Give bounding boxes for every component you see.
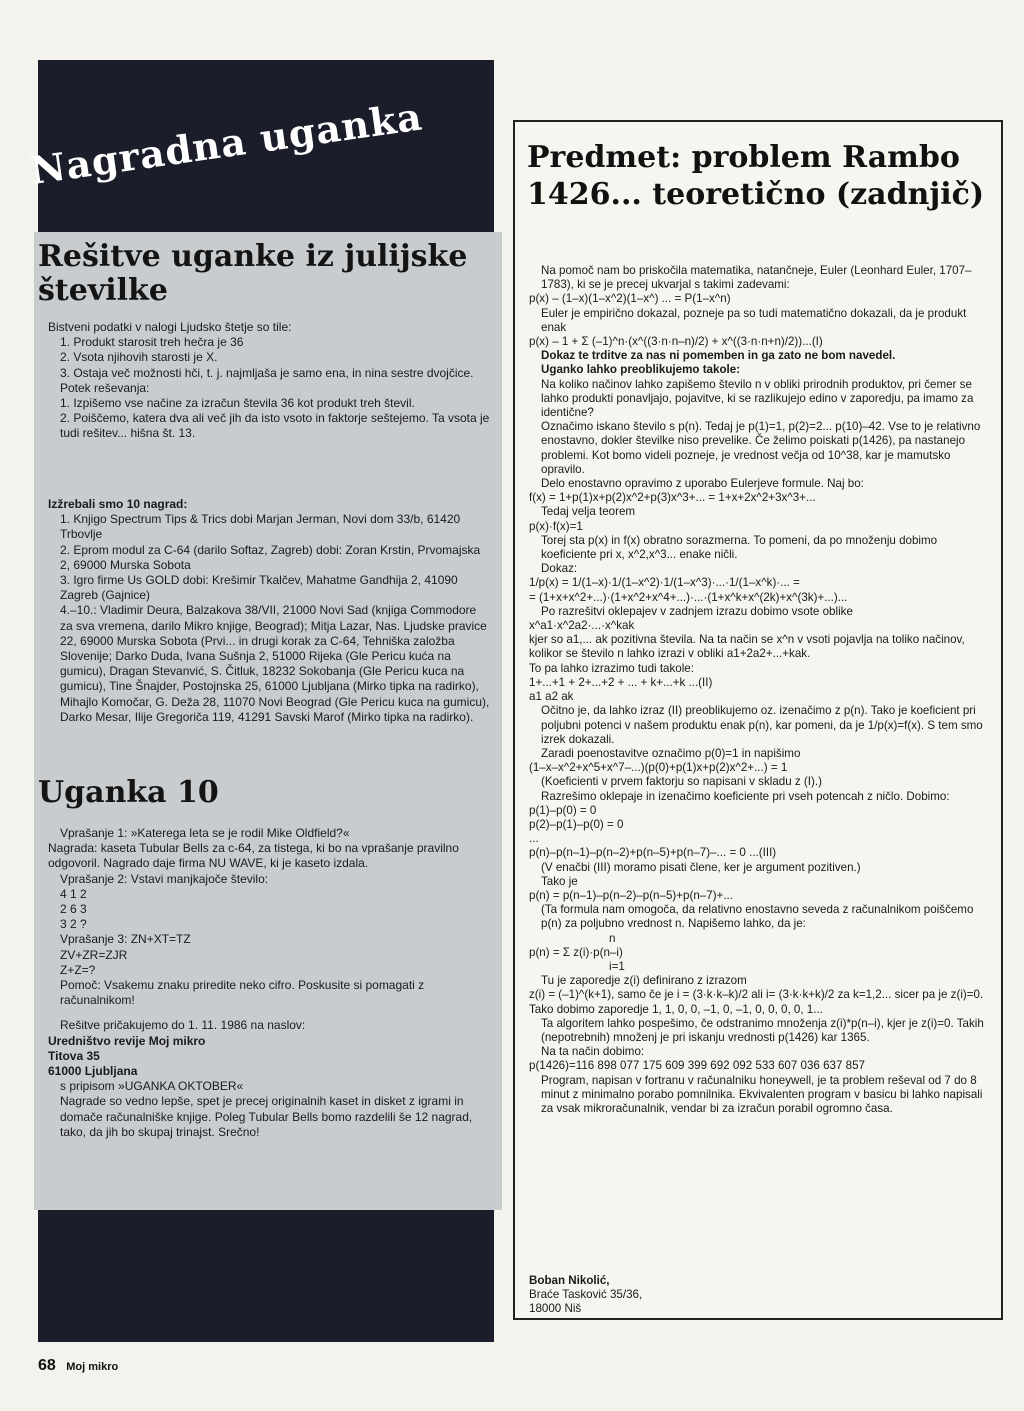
signature: Boban Nikolić, Braće Tasković 35/36, 18000 Niš (529, 1274, 643, 1316)
solutions-heading: Rešitve uganke iz julijske številke (38, 239, 468, 308)
article-body: Na pomoč nam bo priskočila matematika, natančneje, Euler (Leonhard Euler, 1707–1783), ki se je precej ukvarjal s takimi zadevami: p(x) – (1–x)(1–x^2)(1–x^) ... = P(1–x^n) Euler je empirično dokazal, pozneje pa so tudi matematično dokazali, da je produkt enak p(x) – 1 + Σ (–1)^n·(x^((3·n·n–n)/2) + x^((3·n·n+n)/2))...(I) Dokaz te trditve za nas ni pomemben in ga zato ne bom navedel. Uganko lahko preoblikujemo takole: Na koliko načinov lahko zapišemo število n v obliki prirodnih produktov, pri čemer se lahko produkti ponavljajo, pojavitve, ki se razlikujejo edino v zaporedju, pa imamo za identične? Označimo iskano število s p(n). Tedaj je p(1)=1, p(2)=2... p(10)–42. Vse to je relativno enostavno, dokler številke niso prevelike. Če želimo poiskati p(1426), pa nastanejo problemi. Kot bomo videli pozneje, je vrednost večja od 10^38, kar je mamutsko opravilo. Delo enostavno opravimo z uporabo Eulerjeve formule. Naj bo: f(x) = 1+p(1)x+p(2)x^2+p(3)x^3+... = 1+x+2x^2+3x^3+... Tedaj velja teorem p(x)·f(x)=1 Torej sta p(x) in f(x) obratno sorazmerna. To pomeni, da po množenju dobimo koeficiente pri x, x^2,x^3... enake ničli. Dokaz: 1/p(x) = 1/(1–x)·1/(1–x^2)·1/(1–x^3)·...·1/(1–x^k)·... = = (1+x+x^2+...)·(1+x^2+x^4+...)·...·(1+x^k+x^(2k)+x^(3k)+...)... Po razrešitvi oklepajev v zadnjem izrazu dobimo vsote oblike x^a1·x^2a2·...·x^kak kjer so a1,... ak pozitivna števila. Na ta način se x^n v vsoti pojavlja na toliko načinov, kolikor se število n lahko izrazi v obliki a1+2a2+...+kak. To pa lahko izrazimo tudi takole: 1+...+1 + 2+...+2 + ... + k+...+k ...(II) a1 a2 ak Očitno je, da lahko izraz (II) preoblikujemo oz. izenačimo z p(n). Tako je koeficient pri poljubni potenci v našem produktu enak p(n), kar pomeni, da je 1/p(x)=f(x). S tem smo izrek dokazali. Zaradi poenostavitve označimo p(0)=1 in napišimo (1–x–x^2+x^5+x^7–...)(p(0)+p(1)x+p(2)x^2+...) = 1 (Koeficienti v prvem faktorju so napisani v skladu z (I).) Razrešimo oklepaje in izenačimo koeficiente pri vseh potencah z ničlo. Dobimo: p(1)–p(0) = 0 p(2)–p(1)–p(0) = 0 ... p(n)–p(n–1)–p(n–2)+p(n–5)+p(n–7)–... = 0 ...(III) (V enačbi (III) moramo pisati člene, ker je argument pozitiven.) Tako je p(n) = p(n–1)–p(n–2)–p(n–5)+p(n–7)+... (Ta formula nam omogoča, da relativno enostavno seveda z računalnikom poiščemo p(n) za poljubno vrednost n. Napišemo lahko, da je: n p(n) = Σ z(i)·p(n–i) i=1 Tu je zaporedje z(i) definirano z izrazom z(i) = (–1)^(k+1), samo če je i = (3·k·k–k)/2 ali i= (3·k·k+k)/2 za k=1,2... sicer pa je z(i)=0. Tako dobimo zaporedje 1, 1, 0, 0, –1, 0, –1, 0, 0, 0, 0, 1... Ta algoritem lahko pospešimo, če odstranimo množenja z(i)*p(n–i), kjer je z(i)=0. Takih (nepotrebnih) množenj je pri iskanju vrednosti p(1426) kar 1365. Na ta način dobimo: p(1426)=116 898 077 175 609 399 692 092 533 607 036 637 857 Program, napisan v fortranu v računalniku honeywell, je ta problem reševal od 7 do 8 minut z minimalno porabo pomnilnika. Ekvivalenten program v basicu bi lahko napisali za vsak mikroračunalnik, vendar bi za izračun porabil ogromno časa. (529, 264, 984, 1115)
draw-results: Izžrebali smo 10 nagrad: 1. Knjigo Spectrum Tips & Trics dobi Marjan Jerman, Novi dom 33/b, 61420 Trbovlje 2. Eprom modul za C-64 (darilo Softaz, Zagreb) dobi: Zoran Krstin, Prvomajska 2, 69000 Murska Sobota 3. Igro firme Us GOLD dobi: Krešimir Tkalčev, Mahatme Gandhija 2, 41090 Zagreb (Gajnice) 4.–10.: Vladimir Deura, Balzakova 38/VII, 21000 Novi Sad (knjiga Commodore za sva vremena, darilo Mikro knjige, Beograd); Mitja Lazar, Nas. Ljudske pravice 22, 69000 Murska Sobota (Prvi... in drugi korak za C-64, Tehniška založba Slovenije; Darko Duda, Ivana Sušnja 2, 51000 Rijeka (Gle Pericu kuća na gumicu), Dragan Stevanvić, S. Čitluk, 18232 Sokobanja (Gle Pericu kuca na gumicu), Tine Šnajder, Postojnska 25, 61000 Ljubljana (Mirko tipka na radirko), Mihajlo Komočar, G. Deža 28, 11070 Novi Beograd (Gle Pericu kuca na gumicu), Darko Mesar, Ilije Gregoriča 119, 41291 Savski Marof (Mirko tipka na radirko). (48, 497, 490, 724)
page-number: 68 (38, 1357, 56, 1374)
uganka-text: Vprašanje 1: »Katerega leta se je rodil Mike Oldfield?« Nagrada: kaseta Tubular Bells za c-64, za tistega, ki bo na vprašanje pravilno odgovoril. Nagrado daje firma NU WAVE, ki je kaseto izdala. Vprašanje 2: Vstavi manjkajoče število: 4 1 2 2 6 3 3 2 ? Vprašanje 3: ZN+XT=TZ ZV+ZR=ZJR Z+Z=? Pomoč: Vsakemu znaku priredite neko cifro. Poskusite si pomagati z računalnikom! Rešitve pričakujemo do 1. 11. 1986 na naslov: Uredništvo revije Moj mikro Titova 35 61000 Ljubljana s pripisom »UGANKA OKTOBER« Nagrade so vedno lepše, spet je precej originalnih kaset in disket z igrami in domače računalniške knjige. Poleg Tubular Bells bomo razdelili še 12 nagrad, tako, da jih bo skupaj trinajst. Srečno! (48, 826, 473, 1139)
page-footer (38, 1357, 118, 1375)
uganka-heading: Uganka 10 (38, 775, 219, 810)
banner-title: Nagradna uganka (27, 93, 426, 193)
magazine-name: Moj mikro (66, 1361, 119, 1373)
solutions-text: Bistveni podatki v nalogi Ljudsko štetje so tile: 1. Produkt starosit treh hečra je 36 2. Vsota njihovih starosti je X. 3. Ostaja več možnosti hči, t. j. najmljaša je samo ena, in nina sestre dvojčice. Potek reševanja: 1. Izpišemo vse načine za izračun števila 36 kot produkt treh števil. 2. Poiščemo, katera dva ali več jih da isto vsoto in faktorje seštejemo. Ta vsota je tudi rešitev... hišna št. 13. (48, 320, 490, 441)
article-title: Predmet: problem Rambo 1426... teoretično (zadnjič) (527, 140, 985, 212)
